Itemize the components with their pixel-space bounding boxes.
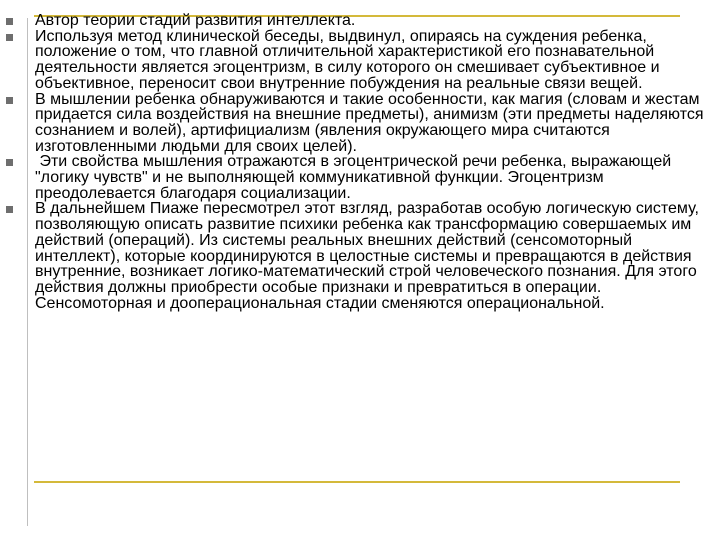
bullet-item [0,13,720,29]
square-bullet-icon [6,97,13,104]
bullet-item [0,92,720,155]
square-bullet-icon [6,18,13,25]
square-bullet-icon [6,159,13,166]
bullet-text: Используя метод клинической беседы, выдвинул, опираясь на суждения ребенка, положение о том, что главной отличительной характеристикой его познавательной деятельности является эгоцентризм, в силу которого он смешивает субъективное и объективное, переносит свои внутренние побуждения на реальные связи вещей. [35,27,665,92]
bullet-text: В мышлении ребенка обнаруживаются и такие особенности, как магия (словам и жестам придается сила воздействия на внешние предметы), анимизм (эти предметы наделяются сознанием и волей), артифициализм (явления окружающего мира считаются изготовленными людьми для своих целей). [35,90,708,155]
square-bullet-icon [6,206,13,213]
square-bullet-icon [6,34,13,41]
bullet-list [0,13,720,311]
bullet-text: Автор теории стадий развития интеллекта. [35,12,356,29]
bullet-item [0,154,720,201]
bullet-item [0,201,720,311]
bullet-text: В дальнейшем Пиаже пересмотрел этот взгляд, разработав особую логическую систему, позволяющую описать развитие психики ребенка как трансформацию совершаемых им действий (операций). Из системы реальных внешних действий (сенсомоторный интеллект), которые координируются в целостные системы и превращаются в действия внутренние, возникает логико-математический строй человеческого познания. Для этого действия должны приобрести особые признаки и превратиться в операции. Сенсомоторная и дооперациональная стадии сменяются операциональной. [35,200,704,312]
bullet-item [0,29,720,92]
bullet-text: Эти свойства мышления отражаются в эгоцентрической речи ребенка, выражающей "логику чувств" и не выполняющей коммуникативной функции. Эгоцентризм преодолевается благодаря социализации. [35,153,676,202]
bottom-accent-line [34,481,680,483]
